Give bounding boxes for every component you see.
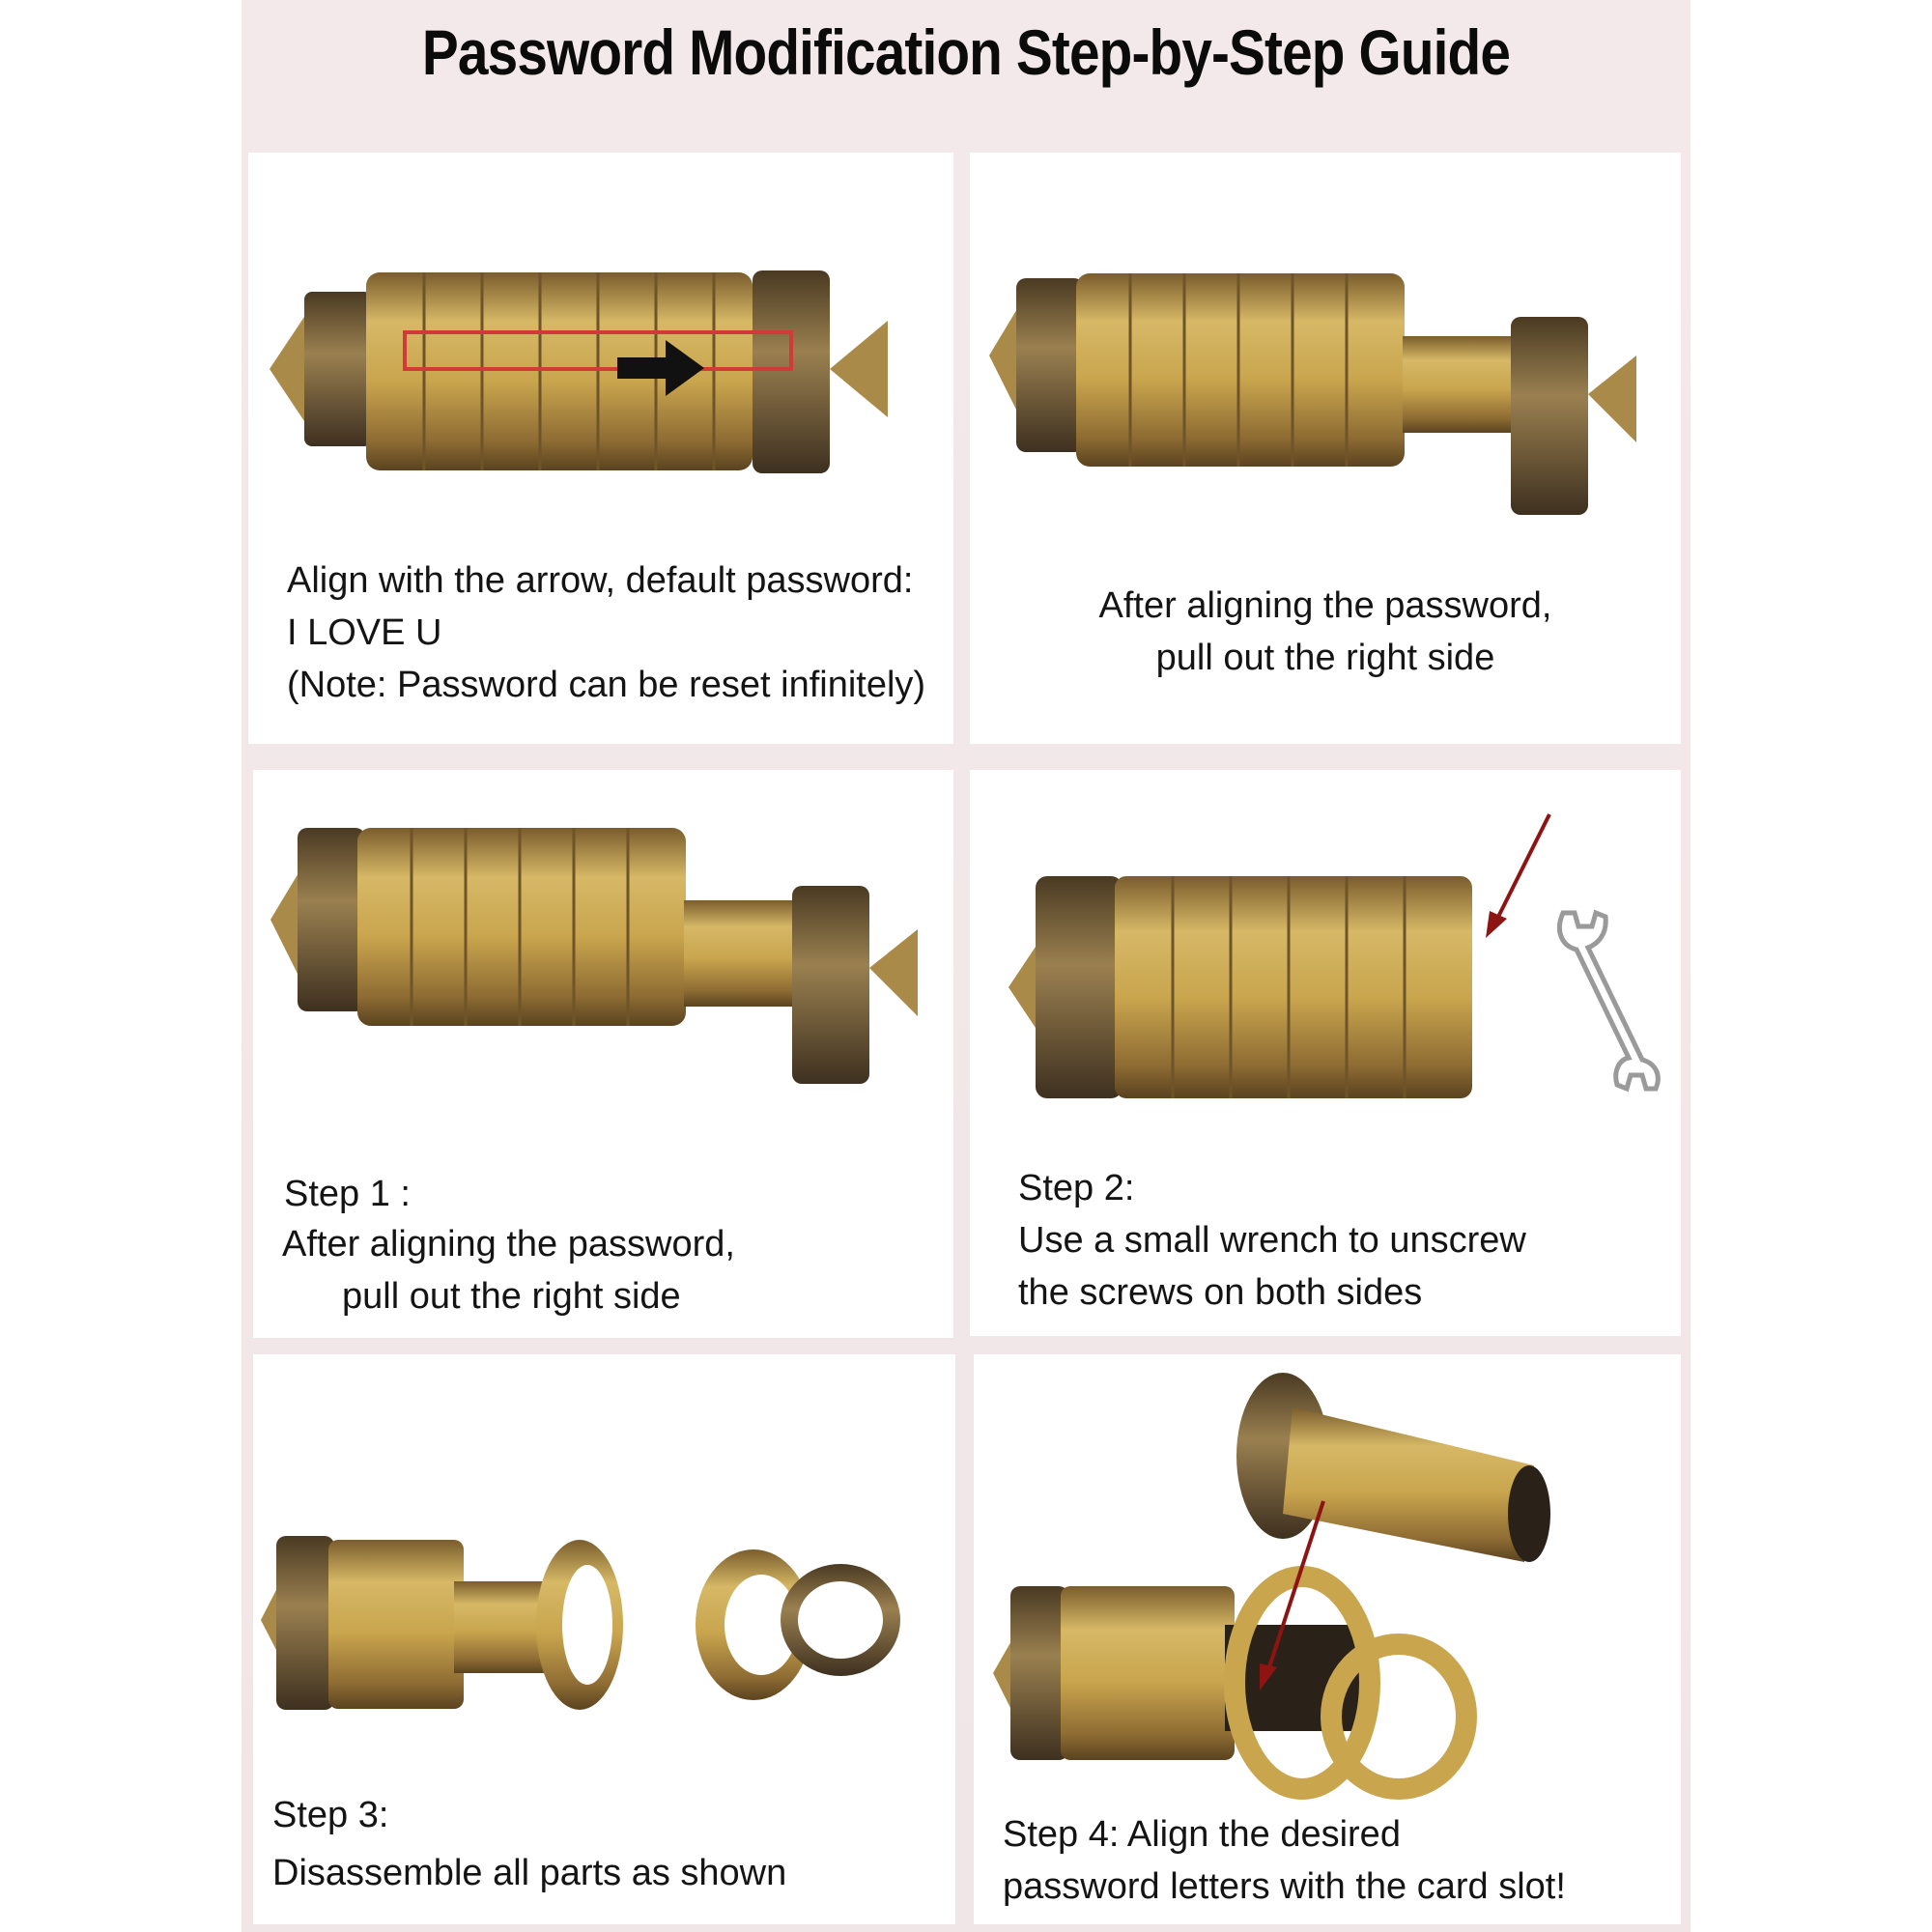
caption-line: Use a small wrench to unscrew xyxy=(1018,1220,1526,1261)
caption-line: I LOVE U xyxy=(287,612,442,653)
caption-line: (Note: Password can be reset infinitely) xyxy=(287,665,926,705)
panel-step-4 xyxy=(974,1354,1681,1924)
cryptex-step1-image xyxy=(270,813,937,1103)
panel-pull-right xyxy=(970,153,1681,744)
step4-caption xyxy=(1003,1808,1566,1913)
cryptex-pulled-image xyxy=(989,249,1656,539)
caption-line: Align with the arrow, default password: xyxy=(287,560,914,601)
caption-line: Step 4: Align the desired xyxy=(1003,1814,1401,1855)
cryptex-closed-image xyxy=(270,234,936,514)
panel-step-2 xyxy=(970,770,1681,1336)
pull-caption xyxy=(970,580,1681,684)
panel-step-1 xyxy=(253,770,953,1338)
caption-line: pull out the right side xyxy=(1155,638,1495,678)
step2-caption xyxy=(1018,1214,1526,1319)
caption-line: the screws on both sides xyxy=(1018,1272,1423,1313)
caption-line: After aligning the password, xyxy=(1098,585,1552,626)
step2-heading: Step 2: xyxy=(1018,1168,1135,1208)
caption-line: Disassemble all parts as shown xyxy=(272,1853,787,1893)
wrench-icon xyxy=(1549,905,1665,1098)
caption-line: pull out the right side xyxy=(342,1276,681,1317)
step3-caption xyxy=(272,1847,786,1899)
caption-line: After aligning the password, xyxy=(282,1224,735,1264)
step1-heading: Step 1 : xyxy=(284,1174,411,1214)
step1-caption xyxy=(282,1218,735,1322)
cryptex-disassembled-image xyxy=(261,1528,947,1721)
pointer-arrow-icon xyxy=(1256,1501,1333,1694)
caption-line: password letters with the card slot! xyxy=(1003,1866,1566,1907)
page-title: Password Modification Step-by-Step Guide xyxy=(421,16,1511,88)
cryptex-assembly-image xyxy=(993,1548,1476,1799)
panel-step-3 xyxy=(253,1354,955,1924)
panel-default-password xyxy=(248,153,953,744)
intro-caption xyxy=(287,554,925,711)
cryptex-step2-image xyxy=(1009,867,1492,1108)
pointer-arrow-icon xyxy=(1482,814,1559,940)
step3-heading: Step 3: xyxy=(272,1795,389,1835)
